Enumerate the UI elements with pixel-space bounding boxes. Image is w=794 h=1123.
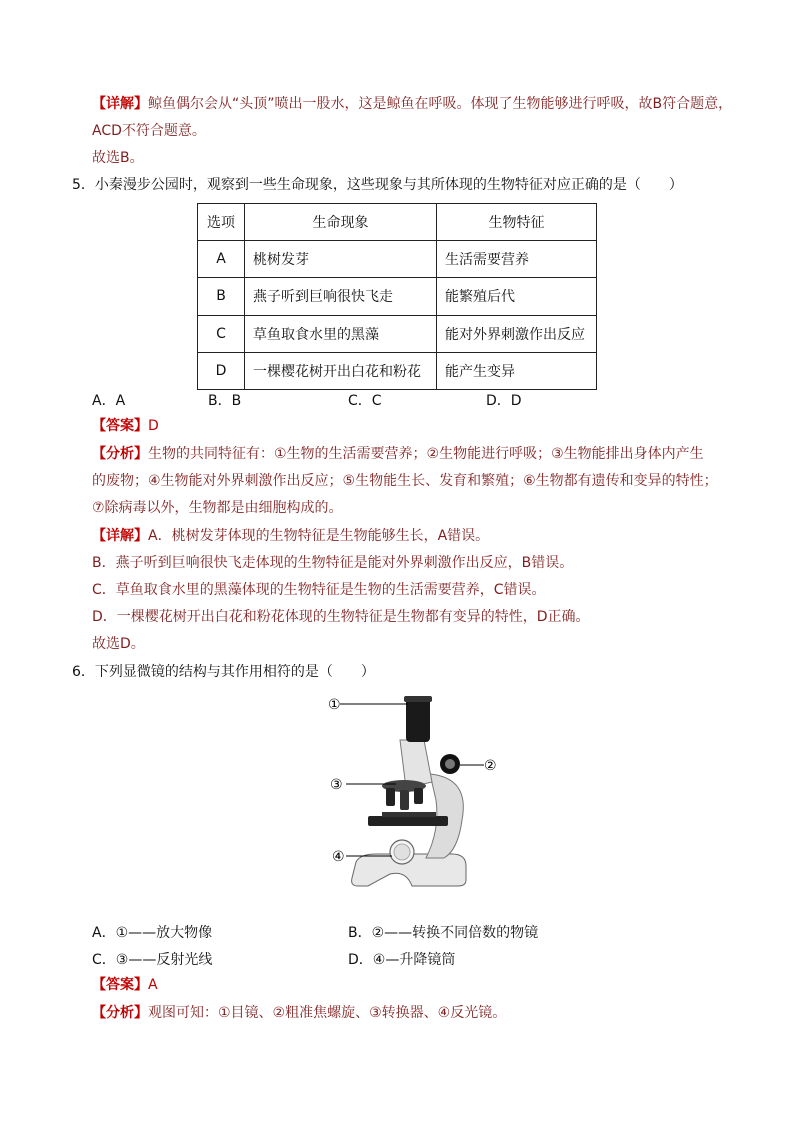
q5-option-a: A．A [92,393,126,409]
label-1: ① [328,697,341,713]
table-cell: 燕子听到巨响很快飞走 [245,278,437,315]
q5-conclusion: 故选D。 [92,636,145,652]
table-cell: 能产生变异 [437,352,597,389]
q6-option-a: A．①——放大物像 [92,925,213,941]
q4-detail-line2: ACD不符合题意。 [92,123,206,139]
table-cell: C [198,315,245,352]
q5-option-c: C．C [348,393,382,409]
q5-analysis-line2: 的废物；④生物能对外界刺激作出反应；⑤生物能生长、发育和繁殖；⑥生物都有遗传和变异的特性； [92,473,718,489]
q5-detail-line2: B．燕子听到巨响很快飞走体现的生物特征是能对外界刺激作出反应，B错误。 [92,555,574,571]
q6-option-c: C．③——反射光线 [92,952,213,968]
table-row [198,315,597,352]
q4-conclusion: 故选B。 [92,150,144,166]
table-row [198,278,597,315]
table-cell: 草鱼取食水里的黑藻 [245,315,437,352]
table-cell: 生活需要营养 [437,241,597,278]
table-cell: 一棵樱花树开出白花和粉花 [245,352,437,389]
q5-answer: 【答案】D [92,418,159,434]
q6-option-d: D．④—升降镜筒 [348,952,456,968]
q6-answer: 【答案】A [92,977,158,993]
q5-option-d: D．D [486,393,522,409]
table-header-cell: 选项 [198,204,245,241]
table-header-row [198,204,597,241]
label-4: ④ [332,849,345,865]
q6-option-b: B．②——转换不同倍数的物镜 [348,925,539,941]
q6-stem: 6．下列显微镜的结构与其作用相符的是（ ） [72,664,375,680]
q6-analysis: 【分析】观图可知：①目镜、②粗准焦螺旋、③转换器、④反光镜。 [92,1005,507,1021]
q5-analysis-line1: 【分析】生物的共同特征有：①生物的生活需要营养；②生物能进行呼吸；③生物能排出身体内产生 [92,446,704,462]
table-cell: D [198,352,245,389]
table-cell: B [198,278,245,315]
table-header-cell: 生物特征 [437,204,597,241]
q5-option-b: B．B [208,393,242,409]
q5-detail-line1: 【详解】A．桃树发芽体现的生物特征是生物能够生长，A错误。 [92,528,490,544]
q5-analysis-line3: ⑦除病毒以外，生物都是由细胞构成的。 [92,500,343,516]
table-cell: A [198,241,245,278]
table-row [198,241,597,278]
label-2: ② [484,758,497,774]
microscope-figure [320,690,510,900]
q4-detail-line1: 【详解】鲸鱼偶尔会从“头顶”喷出一股水，这是鲸鱼在呼吸。体现了生物能够进行呼吸，故B符合题意， [92,96,733,112]
q5-detail-line3: C．草鱼取食水里的黑藻体现的生物特征是生物的生活需要营养，C错误。 [92,582,546,598]
table-cell: 能对外界刺激作出反应 [437,315,597,352]
table-header-cell: 生命现象 [245,204,437,241]
q5-options-table [197,203,597,390]
table-cell: 能繁殖后代 [437,278,597,315]
q5-detail-line4: D．一棵樱花树开出白花和粉花体现的生物特征是生物都有变异的特性，D正确。 [92,609,590,625]
label-3: ③ [330,777,343,793]
table-row [198,352,597,389]
table-cell: 桃树发芽 [245,241,437,278]
q5-stem: 5．小秦漫步公园时，观察到一些生命现象，这些现象与其所体现的生物特征对应正确的是（ ） [72,177,683,193]
